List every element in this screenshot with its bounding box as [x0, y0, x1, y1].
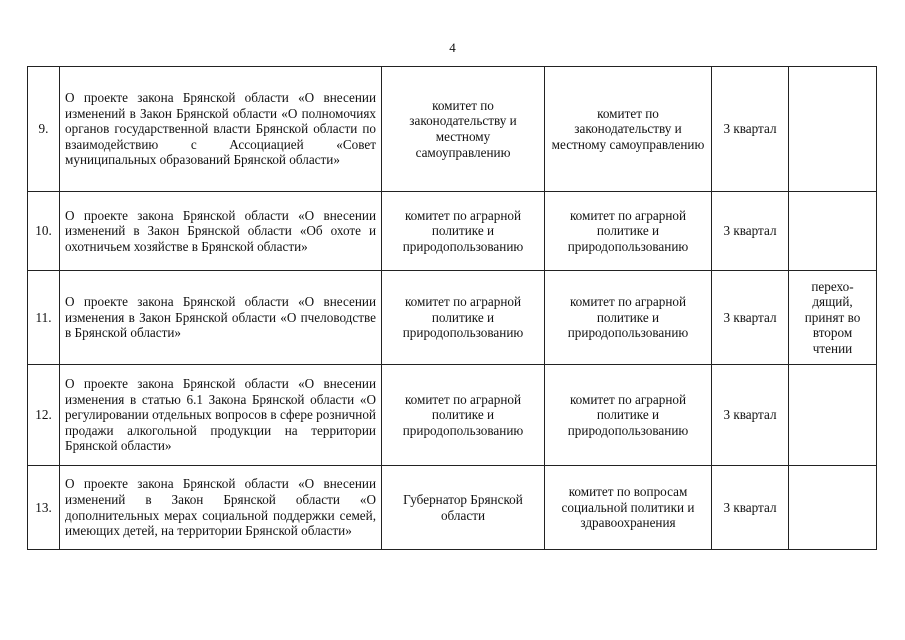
page-number: 4: [449, 40, 456, 55]
row-responsible: комитет по законодательству и местному самоуправлению: [545, 67, 712, 192]
row-title: О проекте закона Брянской области «О внесении изменений в Закон Брянской области «О дополнительных мерах социальной поддержки семей, имеющих детей, на территории Брянской области»: [60, 466, 382, 550]
table-row: [28, 466, 877, 550]
row-title: О проекте закона Брянской области «О внесении изменения в статью 6.1 Закона Брянской области «О регулировании отдельных вопросов в сфере розничной продажи алкогольной продукции на территории Брянской области»: [60, 365, 382, 466]
row-note: [789, 466, 877, 550]
row-title: О проекте закона Брянской области «О внесении изменений в Закон Брянской области «Об охоте и охотничьем хозяйстве в Брянской области»: [60, 192, 382, 271]
table-row: [28, 365, 877, 466]
row-term: 3 квартал: [712, 192, 789, 271]
row-number: 10.: [28, 192, 60, 271]
row-responsible: комитет по аграрной политике и природопользованию: [545, 365, 712, 466]
row-number: 13.: [28, 466, 60, 550]
legislative-plan-table: [27, 66, 877, 550]
row-initiator: комитет по аграрной политике и природопользованию: [382, 271, 545, 365]
row-number: 9.: [28, 67, 60, 192]
row-note: [789, 365, 877, 466]
row-term: 3 квартал: [712, 271, 789, 365]
row-initiator: комитет по аграрной политике и природопользованию: [382, 192, 545, 271]
row-responsible: комитет по аграрной политике и природопользованию: [545, 271, 712, 365]
row-term: 3 квартал: [712, 365, 789, 466]
table-row: [28, 192, 877, 271]
row-responsible: комитет по аграрной политике и природопользованию: [545, 192, 712, 271]
row-title: О проекте закона Брянской области «О внесении изменения в Закон Брянской области «О пчеловодстве в Брянской области»: [60, 271, 382, 365]
table-row: [28, 67, 877, 192]
table-row: [28, 271, 877, 365]
row-note: перехо-дящий, принят во втором чтении: [789, 271, 877, 365]
row-initiator: комитет по законодательству и местному самоуправлению: [382, 67, 545, 192]
row-title: О проекте закона Брянской области «О внесении изменений в Закон Брянской области «О полномочиях органов государственной власти Брянской области по взаимодействию с Ассоциацией «Совет муниципальных образований Брянской области»: [60, 67, 382, 192]
row-term: 3 квартал: [712, 67, 789, 192]
row-initiator: комитет по аграрной политике и природопользованию: [382, 365, 545, 466]
row-term: 3 квартал: [712, 466, 789, 550]
row-note: [789, 192, 877, 271]
row-number: 12.: [28, 365, 60, 466]
row-initiator: Губернатор Брянской области: [382, 466, 545, 550]
row-responsible: комитет по вопросам социальной политики и здравоохранения: [545, 466, 712, 550]
row-number: 11.: [28, 271, 60, 365]
row-note: [789, 67, 877, 192]
